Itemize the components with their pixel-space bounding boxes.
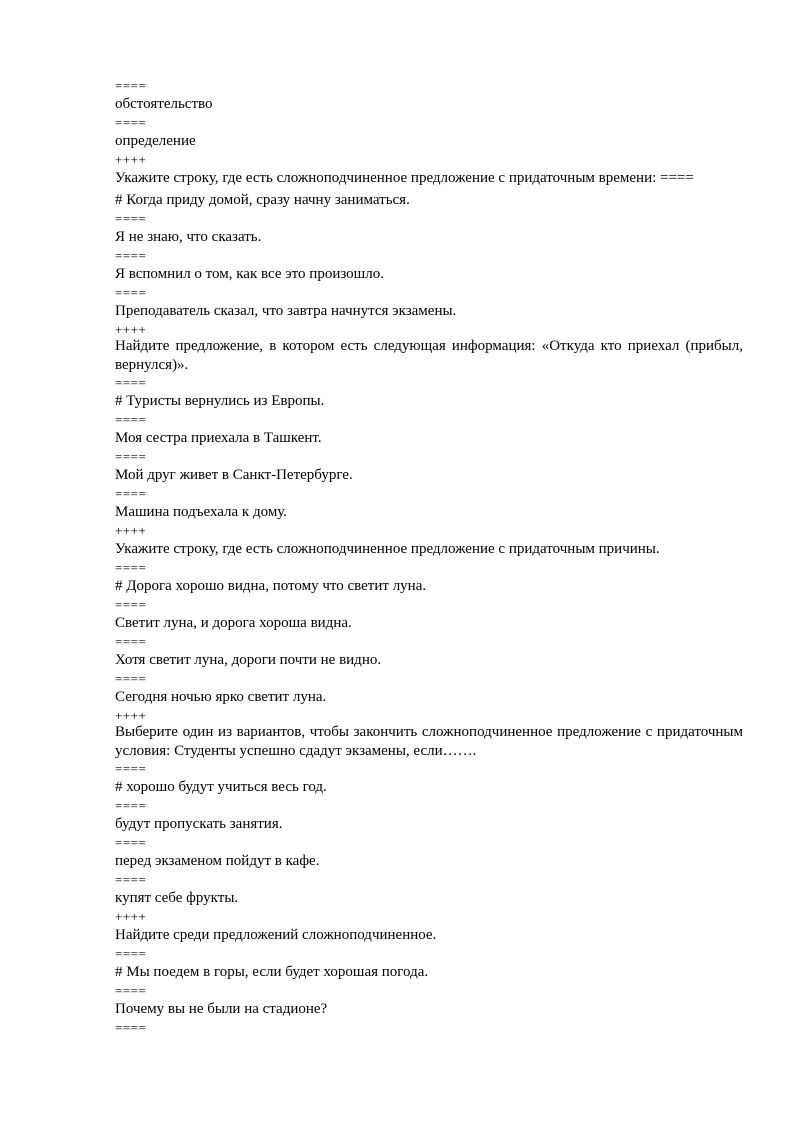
question-text: Укажите строку, где есть сложноподчиненное предложение с придаточным времени: ==== (115, 170, 694, 186)
answer-option: Я вспомнил о том, как все это произошло. (115, 266, 384, 282)
separator: ==== (115, 597, 147, 612)
question-separator: ++++ (115, 909, 147, 924)
separator: ==== (115, 78, 147, 93)
separator: ==== (115, 872, 147, 887)
answer-option: Я не знаю, что сказать. (115, 229, 262, 245)
separator: ==== (115, 115, 147, 130)
answer-option: Преподаватель сказал, что завтра начнутся экзамены. (115, 303, 457, 319)
answer-option: перед экзаменом пойдут в кафе. (115, 853, 320, 869)
separator: ==== (115, 375, 147, 390)
question-separator: ++++ (115, 523, 147, 538)
question-separator: ++++ (115, 708, 147, 723)
correct-answer: # Туристы вернулись из Европы. (115, 393, 325, 409)
answer-option: Мой друг живет в Санкт-Петербурге. (115, 467, 353, 483)
separator: ==== (115, 983, 147, 998)
answer-option: будут пропускать занятия. (115, 816, 283, 832)
separator: ==== (115, 211, 147, 226)
answer-option: Моя сестра приехала в Ташкент. (115, 430, 322, 446)
correct-answer: # Когда приду домой, сразу начну заниматься. (115, 192, 410, 208)
separator: ==== (115, 946, 147, 961)
question-text: Укажите строку, где есть сложноподчиненное предложение с придаточным причины. (115, 541, 660, 557)
document-page (115, 78, 743, 1035)
separator: ==== (115, 798, 147, 813)
separator: ==== (115, 248, 147, 263)
correct-answer: # Дорога хорошо видна, потому что светит луна. (115, 578, 427, 594)
question-text: Выберите один из вариантов, чтобы закончить сложноподчиненное предложение с придаточным условия: Студенты успешно сдадут экзамены, если……. (115, 724, 743, 759)
answer-option: Машина подъехала к дому. (115, 504, 288, 520)
question-separator: ++++ (115, 152, 147, 167)
correct-answer: # хорошо будут учиться весь год. (115, 779, 327, 795)
answer-option: Хотя светит луна, дороги почти не видно. (115, 652, 382, 668)
separator: ==== (115, 634, 147, 649)
separator: ==== (115, 560, 147, 575)
answer-option: Светит луна, и дорога хороша видна. (115, 615, 352, 631)
answer-option: определение (115, 133, 196, 149)
separator: ==== (115, 486, 147, 501)
answer-option: Почему вы не были на стадионе? (115, 1001, 328, 1017)
separator: ==== (115, 835, 147, 850)
separator: ==== (115, 1020, 147, 1035)
separator: ==== (115, 449, 147, 464)
correct-answer: # Мы поедем в горы, если будет хорошая погода. (115, 964, 429, 980)
answer-option: обстоятельство (115, 96, 213, 112)
separator: ==== (115, 671, 147, 686)
separator: ==== (115, 285, 147, 300)
separator: ==== (115, 412, 147, 427)
question-separator: ++++ (115, 322, 147, 337)
answer-option: Сегодня ночью ярко светит луна. (115, 689, 327, 705)
separator: ==== (115, 761, 147, 776)
answer-option: купят себе фрукты. (115, 890, 239, 906)
question-text: Найдите предложение, в котором есть следующая информация: «Откуда кто приехал (прибыл, вернулся)». (115, 338, 743, 373)
question-text: Найдите среди предложений сложноподчиненное. (115, 927, 437, 943)
